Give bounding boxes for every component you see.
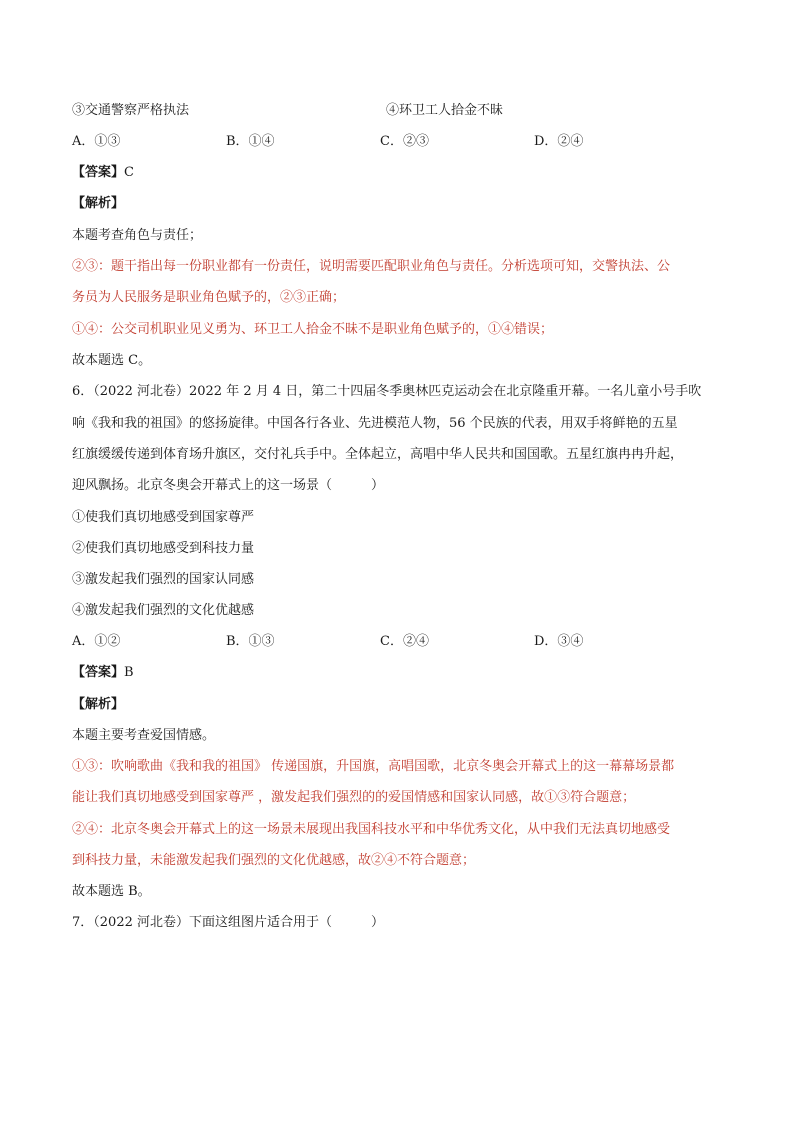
q6-explanation-1b: 能让我们真切地感受到国家尊严 ，激发起我们强烈的的爱国情感和国家认同感，故①③符合题意； [72,790,636,805]
q7-stem: 7．（2022 河北卷）下面这组图片适合用于（ ） [72,915,384,930]
answer-label: 【答案】 [72,665,125,680]
q6-explanation-2b: 到科技力量，未能激发起我们强烈的文化优越感，故②④不符合题意； [72,853,476,868]
q6-item-1: ①使我们真切地感受到国家尊严 [72,510,255,525]
q6-answer [72,664,134,682]
q6-option-c: C．②④ [380,634,429,649]
q5-item-4: ④环卫工人拾金不昧 [386,103,504,118]
q5-topic: 本题考查角色与责任； [72,228,203,243]
q5-conclusion: 故本题选 C。 [72,353,152,368]
q5-option-b: B．①④ [226,134,275,149]
q6-option-d: D．③④ [534,634,584,649]
q6-topic: 本题主要考查爱国情感。 [72,728,216,743]
q6-explanation-1a: ①③：吹响歌曲《我和我的祖国》 传递国旗，升国旗，高唱国歌，北京冬奥会开幕式上的这一幕幕场景都 [72,759,675,774]
q6-explanation-2a: ②④：北京冬奥会开幕式上的这一场景未展现出我国科技水平和中华优秀文化，从中我们无法真切地感受 [72,822,671,837]
q6-stem-4: 迎风飘扬。北京冬奥会开幕式上的这一场景（ ） [72,478,385,493]
q5-explanation-2: ①④：公交司机职业见义勇为、环卫工人拾金不昧不是职业角色赋予的，①④错误； [72,322,554,337]
q5-option-c: C．②③ [380,134,429,149]
q5-option-d: D．②④ [534,134,584,149]
q6-stem-2: 响《我和我的祖国》的悠扬旋律。中国各行各业、先进模范人物，56 个民族的代表，用双手将鲜艳的五星 [72,416,678,431]
answer-value: C [124,165,134,180]
q6-conclusion: 故本题选 B。 [72,884,151,899]
q5-explanation-1b: 务员为人民服务是职业角色赋予的，②③正确； [72,290,346,305]
q5-analysis-label: 【解析】 [72,196,125,211]
q6-item-4: ④激发起我们强烈的文化优越感 [72,603,255,618]
q5-item-3: ③交通警察严格执法 [72,103,190,118]
q6-stem-1: 6．（2022 河北卷）2022 年 2 月 4 日，第二十四届冬季奥林匹克运动会在北京隆重开幕。一名儿童小号手吹 [72,384,702,399]
q5-option-a: A．①③ [72,134,121,149]
q5-answer [72,164,134,182]
q6-item-2: ②使我们真切地感受到科技力量 [72,541,255,556]
q6-option-b: B．①③ [226,634,275,649]
answer-label: 【答案】 [72,165,125,180]
q6-item-3: ③激发起我们强烈的国家认同感 [72,572,255,587]
q6-stem-3: 红旗缓缓传递到体育场升旗区，交付礼兵手中。全体起立，高唱中华人民共和国国歌。五星红旗冉冉升起， [72,447,684,462]
q6-analysis-label: 【解析】 [72,697,125,712]
answer-value: B [124,665,134,680]
q6-option-a: A．①② [72,634,121,649]
q5-explanation-1a: ②③：题干指出每一份职业都有一份责任，说明需要匹配职业角色与责任。分析选项可知，交警执法、公 [72,259,671,274]
